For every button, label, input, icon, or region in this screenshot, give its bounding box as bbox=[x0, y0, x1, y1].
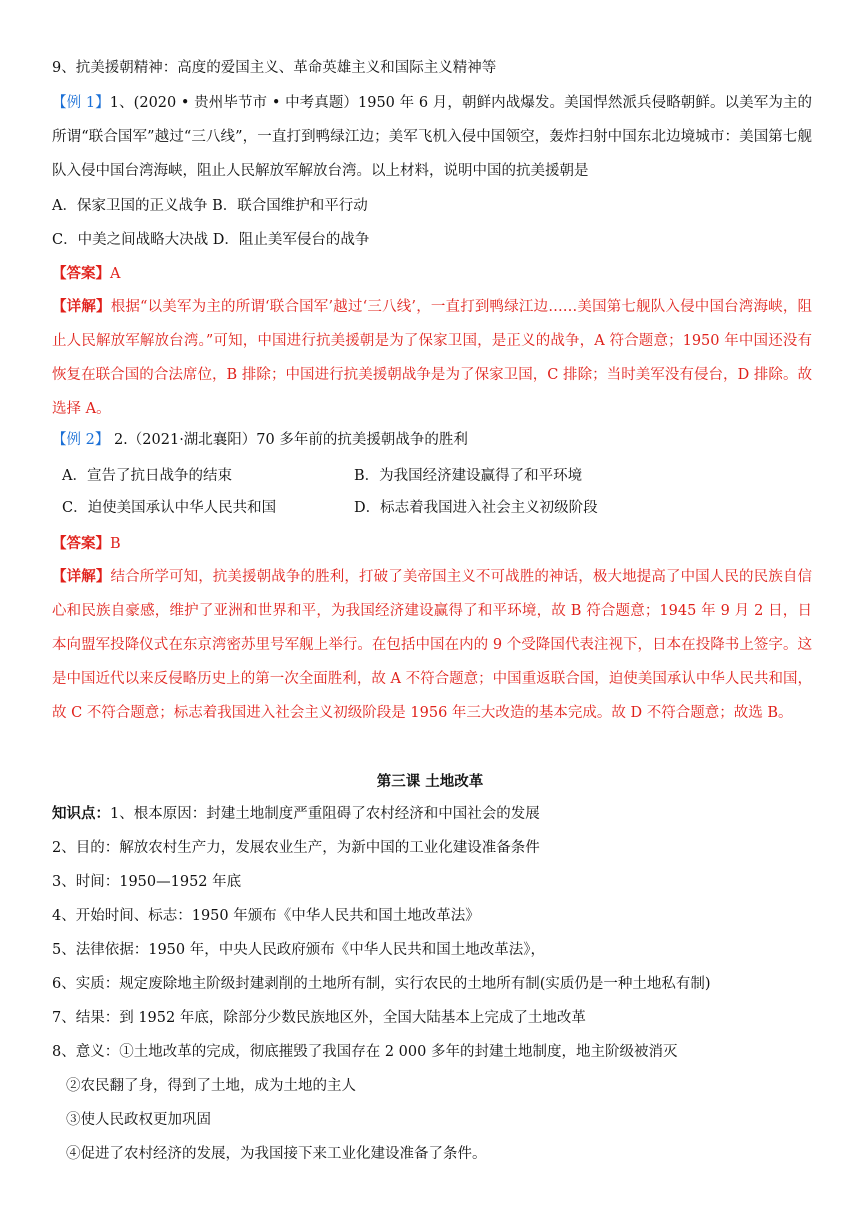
knowledge-item-4: 4、开始时间、标志：1950 年颁布《中华人民共和国土地改革法》 bbox=[52, 908, 480, 924]
example-2-option-c: C．迫使美国承认中华人民共和国 bbox=[62, 500, 277, 516]
detail-tag: 【详解】 bbox=[52, 568, 111, 585]
lesson-3-title: 第三课 土地改革 bbox=[376, 773, 484, 790]
knowledge-item-8-d: ④促进了农村经济的发展，为我国接下来工业化建设准备了条件。 bbox=[66, 1146, 487, 1162]
answer-value: A bbox=[110, 266, 121, 282]
example-1-detail bbox=[52, 290, 812, 426]
knowledge-item-2: 2、目的：解放农村生产力，发展农业生产，为新中国的工业化建设准备条件 bbox=[52, 840, 540, 856]
knowledge-item-7: 7、结果：到 1952 年底，除部分少数民族地区外，全国大陆基本上完成了土地改革 bbox=[52, 1010, 586, 1026]
spirit-item-9: 9、抗美援朝精神：高度的爱国主义、革命英雄主义和国际主义精神等 bbox=[52, 60, 497, 76]
example-2-answer bbox=[52, 534, 812, 554]
example-2-option-a: A．宣告了抗日战争的结束 bbox=[62, 468, 232, 484]
example-2-detail bbox=[52, 560, 812, 730]
example-2-question bbox=[52, 430, 812, 450]
example-1-options-row-2: C．中美之间战略大决战 D．阻止美军侵台的战争 bbox=[52, 232, 370, 248]
knowledge-item-8-b: ②农民翻了身，得到了土地，成为土地的主人 bbox=[66, 1078, 356, 1094]
detail-text: 结合所学可知，抗美援朝战争的胜利，打破了美帝国主义不可战胜的神话，极大地提高了中国人民的民族自信心和民族自豪感，维护了亚洲和世界和平，为我国经济建设赢得了和平环境，故 B 符合题意；1945 年 9 月 2 日，日本向盟军投降仪式在东京湾密苏里号军舰上举行。在包括中国在内的 9 个受降国代表注视下，日本在投降书上签字。这是中国近代以来反侵略历史上的第一次全面胜利，故 A 不符合题意；中国重返联合国，迫使美国承认中华人民共和国，故 C 不符合题意；标志着我国进入社会主义初级阶段是 1956 年三大改造的基本完成。故 D 不符合题意；故选 B。 bbox=[52, 569, 813, 721]
answer-tag: 【答案】 bbox=[52, 535, 110, 552]
knowledge-item-8: 8、意义：①土地改革的完成，彻底摧毁了我国存在 2 000 多年的封建土地制度，地主阶级被消灭 bbox=[52, 1044, 678, 1060]
knowledge-item-3: 3、时间：1950—1952 年底 bbox=[52, 874, 242, 890]
example-1-options-row-1: A．保家卫国的正义战争 B．联合国维护和平行动 bbox=[52, 198, 368, 214]
knowledge-item-5: 5、法律依据：1950 年，中央人民政府颁布《中华人民共和国土地改革法》， bbox=[52, 942, 545, 958]
example-1-answer bbox=[52, 264, 812, 284]
example-2-option-b: B．为我国经济建设赢得了和平环境 bbox=[354, 468, 583, 484]
knowledge-item-6: 6、实质：规定废除地主阶级封建剥削的土地所有制，实行农民的土地所有制(实质仍是一种土地私有制) bbox=[52, 976, 711, 992]
example-1-question bbox=[52, 86, 812, 188]
example-1-question-text: 1、(2020 • 贵州毕节市 • 中考真题）1950 年 6 月，朝鲜内战爆发。美国悍然派兵侵略朝鲜。以美军为主的所谓“联合国军”越过“三八线”，一直打到鸭绿江边；美军飞机入侵中国领空，轰炸扫射中国东北边境城市：美国第七舰队入侵中国台湾海峡，阻止人民解放军解放台湾。以上材料，说明中国的抗美援朝是 bbox=[52, 95, 812, 179]
knowledge-item-1-text: 1、根本原因：封建土地制度严重阻碍了农村经济和中国社会的发展 bbox=[110, 806, 540, 822]
knowledge-item-1 bbox=[52, 804, 812, 824]
answer-value: B bbox=[110, 536, 121, 552]
answer-tag: 【答案】 bbox=[52, 265, 110, 282]
detail-tag: 【详解】 bbox=[52, 298, 111, 315]
detail-text: 根据“以美军为主的所谓‘联合国军’越过‘三八线’，一直打到鸭绿江边……美国第七舰队入侵中国台湾海峡，阻止人民解放军解放台湾。”可知，中国进行抗美援朝是为了保家卫国，是正义的战争，A 符合题意；1950 年中国还没有恢复在联合国的合法席位，B 排除；中国进行抗美援朝战争是为了保家卫国，C 排除；当时美军没有侵台，D 排除。故选择 A。 bbox=[52, 299, 812, 417]
knowledge-label: 知识点： bbox=[52, 805, 110, 822]
example-2-tag: 【例 2】 bbox=[52, 432, 110, 448]
example-1-tag: 【例 1】 bbox=[52, 95, 110, 111]
example-2-option-d: D．标志着我国进入社会主义初级阶段 bbox=[354, 500, 598, 516]
example-2-question-text: 2.（2021·湖北襄阳）70 多年前的抗美援朝战争的胜利 bbox=[109, 432, 468, 448]
knowledge-item-8-c: ③使人民政权更加巩固 bbox=[66, 1112, 211, 1128]
